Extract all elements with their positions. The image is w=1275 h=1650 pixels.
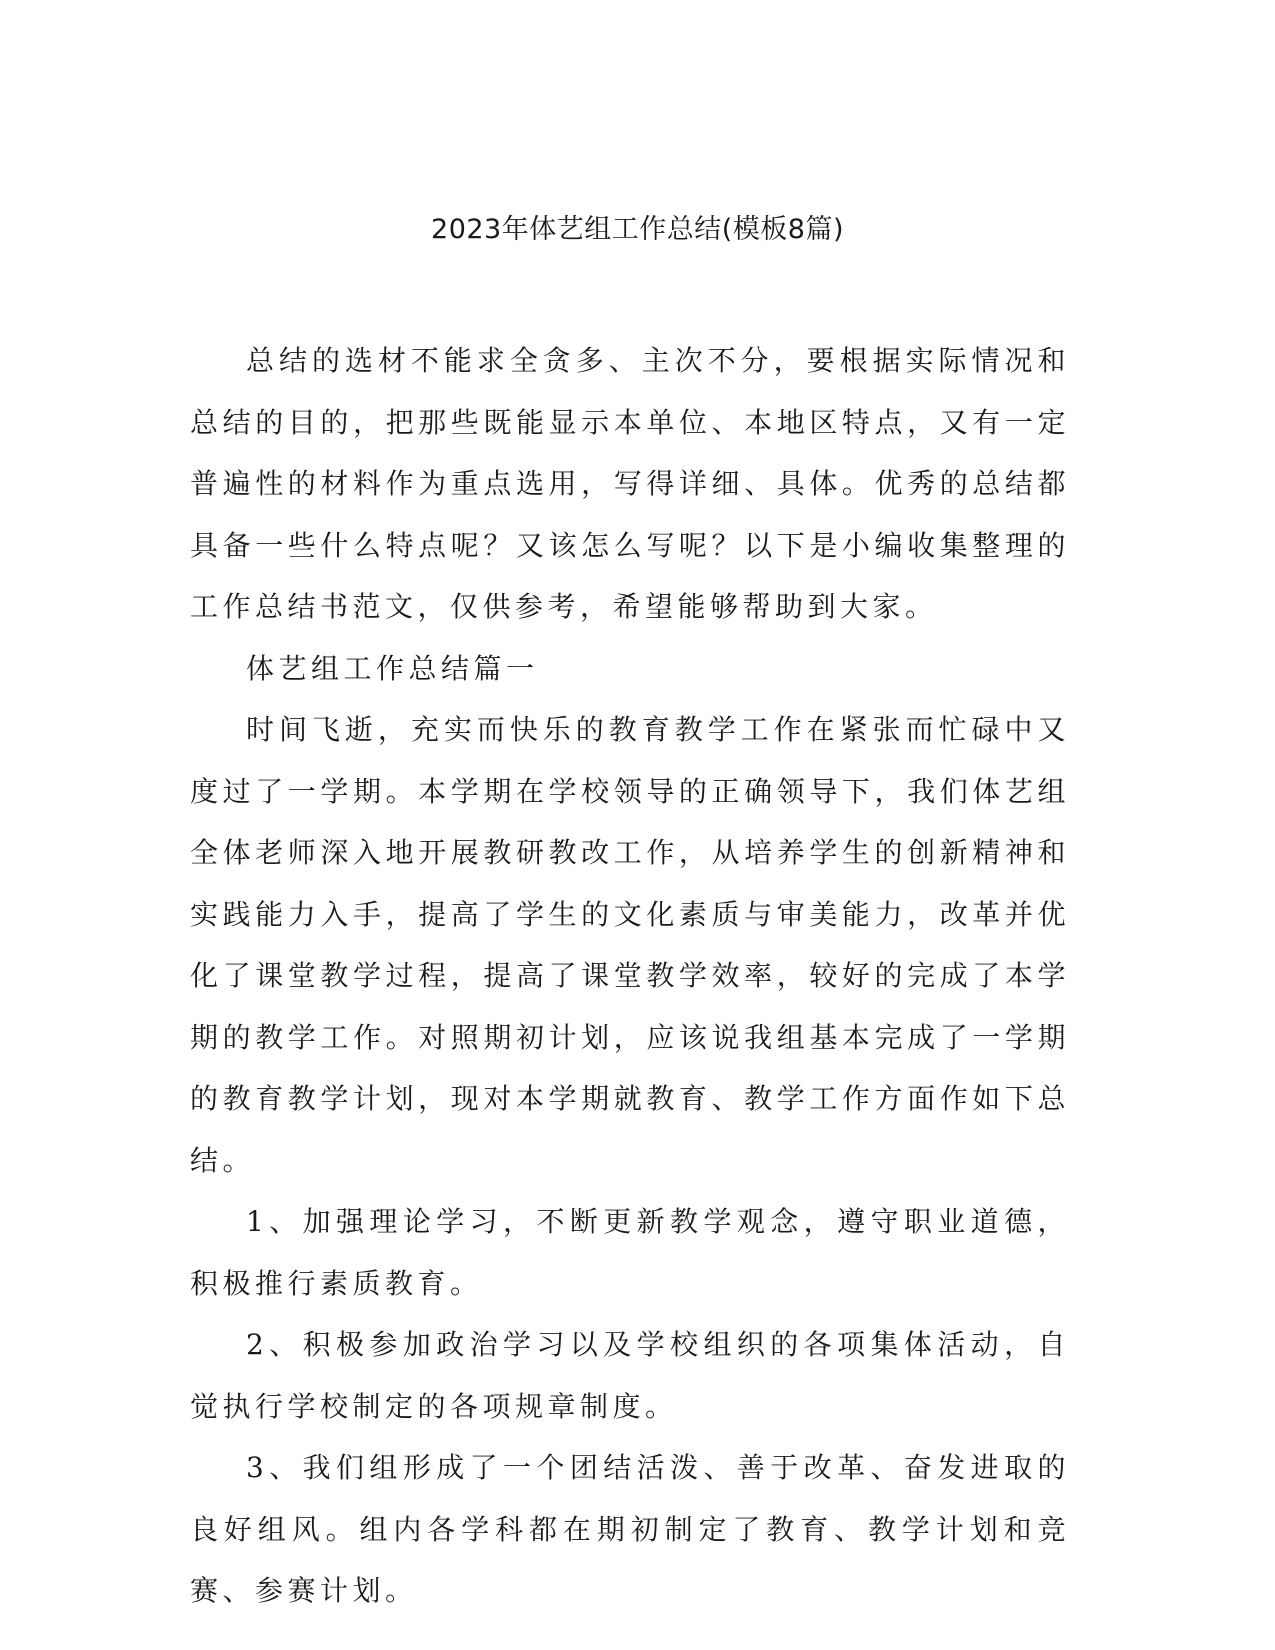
body-paragraph: 时间飞逝，充实而快乐的教育教学工作在紧张而忙碌中又度过了一学期。本学期在学校领导的正确领导下，我们体艺组全体老师深入地开展教研教改工作，从培养学生的创新精神和实践能力入手，提高了学生的文化素质与审美能力，改革并优化了课堂教学过程，提高了课堂教学效率，较好的完成了本学期的教学工作。对照期初计划，应该说我组基本完成了一学期的教育教学计划，现对本学期就教育、教学工作方面作如下总结。: [190, 713, 1070, 1177]
list-item-3: 3、我们组形成了一个团结活泼、善于改革、奋发进取的良好组风。组内各学科都在期初制定了教育、教学计划和竞赛、参赛计划。: [190, 1451, 1070, 1607]
intro-paragraph: 总结的选材不能求全贪多、主次不分，要根据实际情况和总结的目的，把那些既能显示本单位、本地区特点，又有一定普遍性的材料作为重点选用，写得详细、具体。优秀的总结都具备一些什么特点呢？又该怎么写呢？以下是小编收集整理的工作总结书范文，仅供参考，希望能够帮助到大家。: [190, 344, 1070, 623]
document-body: [190, 330, 1070, 1622]
list-item-1: 1、加强理论学习，不断更新教学观念，遵守职业道德，积极推行素质教育。: [190, 1205, 1070, 1300]
document-title: 2023年体艺组工作总结(模板8篇): [431, 214, 844, 245]
section-heading: 体艺组工作总结篇一: [246, 651, 539, 685]
list-item-2: 2、积极参加政治学习以及学校组织的各项集体活动，自觉执行学校制定的各项规章制度。: [190, 1328, 1070, 1423]
